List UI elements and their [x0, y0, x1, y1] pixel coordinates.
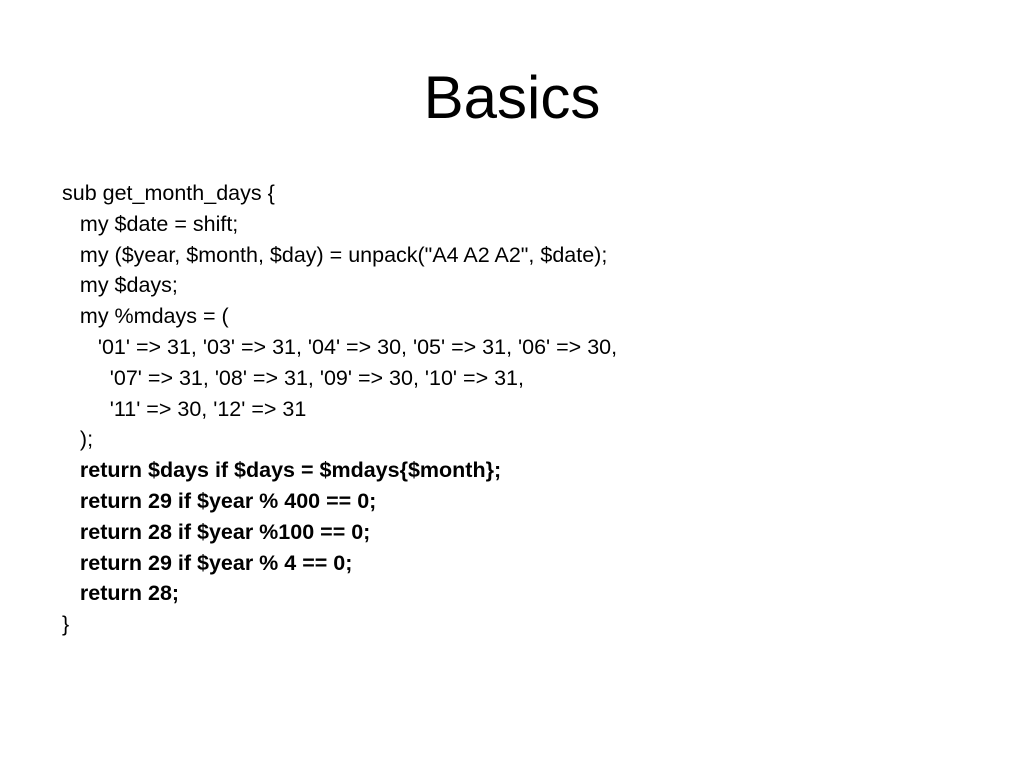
code-line: my ($year, $month, $day) = unpack("A4 A2 A2", $date);: [62, 242, 608, 267]
code-line: my $date = shift;: [62, 211, 239, 236]
code-line-highlighted: return 29 if $year % 400 == 0;: [62, 488, 377, 513]
code-line: '11' => 30, '12' => 31: [62, 396, 307, 421]
code-line-highlighted: return $days if $days = $mdays{$month};: [62, 458, 502, 483]
code-line-highlighted: return 28 if $year %100 == 0;: [62, 519, 371, 544]
code-block: [62, 178, 982, 640]
code-line: '01' => 31, '03' => 31, '04' => 30, '05' => 31, '06' => 30,: [62, 334, 618, 359]
code-line: my $days;: [62, 273, 178, 298]
code-line-highlighted: return 28;: [62, 581, 180, 606]
code-line: );: [62, 427, 94, 452]
code-line: sub get_month_days {: [62, 181, 275, 205]
code-line: '07' => 31, '08' => 31, '09' => 30, '10' => 31,: [62, 365, 524, 390]
slide-title: Basics: [423, 64, 601, 131]
code-line: }: [62, 612, 70, 637]
code-line: my %mdays = (: [62, 304, 229, 329]
code-line-highlighted: return 29 if $year % 4 == 0;: [62, 550, 353, 575]
